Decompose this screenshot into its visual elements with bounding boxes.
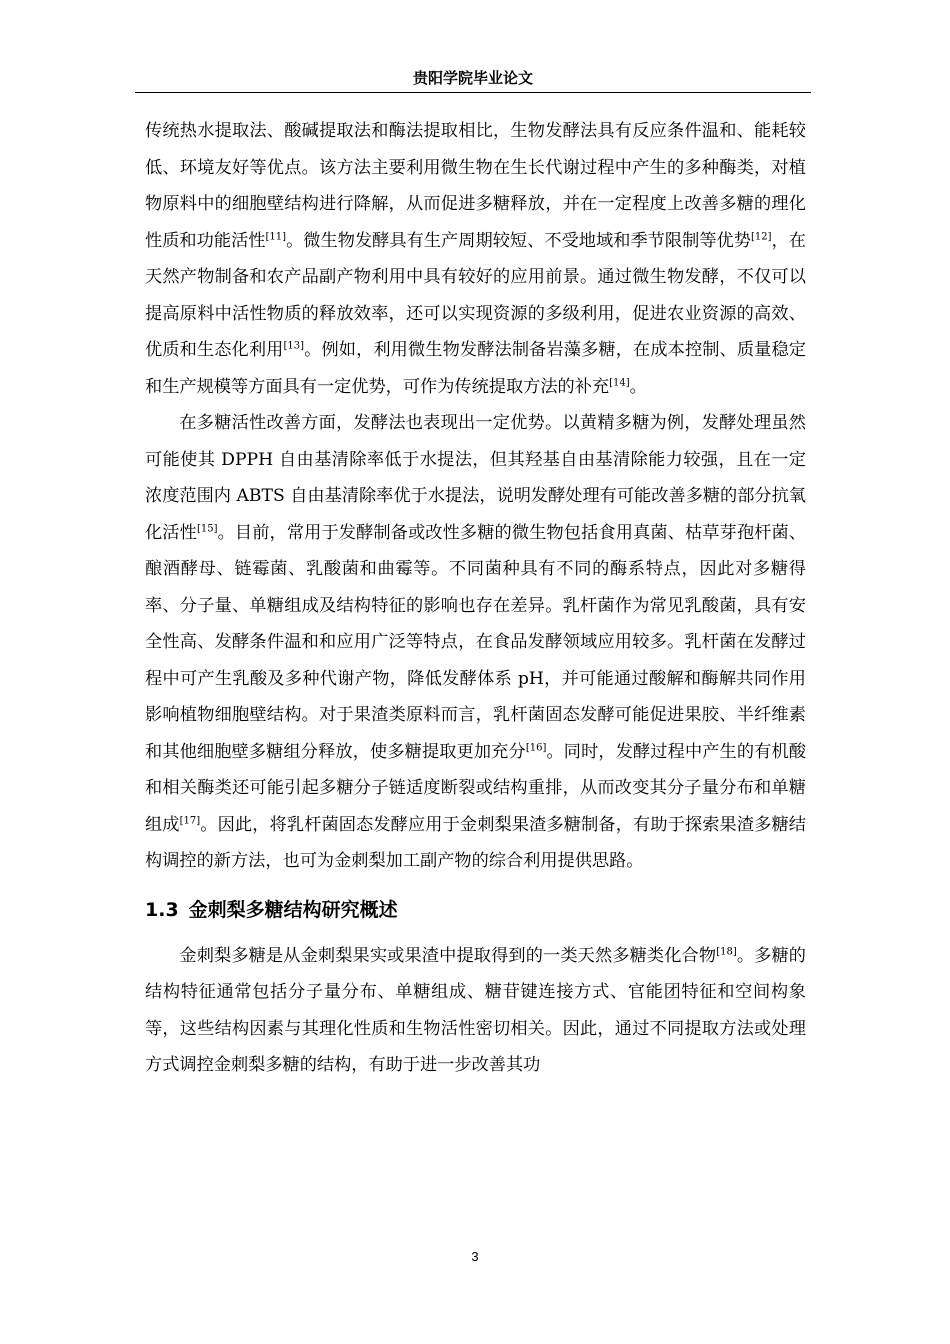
text-run: 。微生物发酵具有生产周期较短、不受地域和季节限制等优势 [286, 230, 751, 251]
paragraph-3 [145, 938, 806, 1084]
citation: [16] [525, 741, 547, 753]
text-run: 。 [629, 376, 647, 397]
citation: [17] [179, 814, 201, 826]
text-run: 。多糖的结构特征通常包括分子量分布、单糖组成、糖苷键连接方式、官能团特征和空间构象等，这些结构因素与其理化性质和生物活性密切相关。因此，通过不同提取方法或处理方式调控金刺梨多糖的结构，有助于进一步改善其功 [145, 945, 806, 1075]
text-run: 。因此，将乳杆菌固态发酵应用于金刺梨果渣多糖制备，有助于探索果渣多糖结构调控的新方法，也可为金刺梨加工副产物的综合利用提供思路。 [145, 814, 806, 871]
header-title: 贵阳学院毕业论文 [412, 69, 533, 87]
section-number: 1.3 [145, 898, 179, 921]
text-run: ，在天然产物制备和农产品副产物利用中具有较好的应用前景。通过微生物发酵，不仅可以提高原料中活性物质的释放效率，还可以实现资源的多级利用，促进农业资源的高效、优质和生态化利用 [145, 230, 806, 360]
page-number: 3 [471, 1249, 479, 1264]
citation: [18] [716, 945, 737, 957]
citation: [13] [283, 340, 305, 352]
text-run: 。例如，利用微生物发酵法制备岩藻多糖，在成本控制、质量稳定和生产规模等方面具有一定优势，可作为传统提取方法的补充 [145, 340, 806, 397]
citation: [14] [609, 376, 630, 388]
text-run: 。目前，常用于发酵制备或改性多糖的微生物包括食用真菌、枯草芽孢杆菌、酿酒酵母、链霉菌、乳酸菌和曲霉等。不同菌种具有不同的酶系特点，因此对多糖得率、分子量、单糖组成及结构特征的影响也存在差异。乳杆菌作为常见乳酸菌，具有安全性高、发酵条件温和和应用广泛等特点，在食品发酵领域应用较多。乳杆菌在发酵过程中可产生乳酸及多种代谢产物，降低发酵体系 pH，并可能通过酸解和酶解共同作用影响植物细胞壁结构。对于果渣类原料而言，乳杆菌固态发酵可能促进果胶、半纤维素和其他细胞壁多糖组分释放，使多糖提取更加充分 [145, 522, 806, 762]
section-title: 金刺梨多糖结构研究概述 [188, 898, 398, 921]
text-run: 金刺梨多糖是从金刺梨果实或果渣中提取得到的一类天然多糖类化合物 [179, 945, 717, 966]
section-heading [145, 892, 806, 928]
citation: [11] [265, 230, 287, 242]
paragraph-1 [145, 113, 806, 405]
citation: [15] [196, 522, 218, 534]
text-run: 传统热水提取法、酸碱提取法和酶法提取相比，生物发酵法具有反应条件温和、能耗较低、环境友好等优点。该方法主要利用微生物在生长代谢过程中产生的多种酶类，对植物原料中的细胞壁结构进行降解，从而促进多糖释放，并在一定程度上改善多糖的理化性质和功能活性 [145, 121, 806, 251]
body-text [145, 113, 806, 1084]
text-run: 。同时，发酵过程中产生的有机酸和相关酶类还可能引起多糖分子链适度断裂或结构重排，从而改变其分子量分布和单糖组成 [145, 741, 806, 835]
citation: [12] [751, 230, 772, 242]
paragraph-2 [145, 405, 806, 880]
page-header [135, 68, 811, 93]
text-run: 在多糖活性改善方面，发酵法也表现出一定优势。以黄精多糖为例，发酵处理虽然可能使其 DPPH 自由基清除率低于水提法，但其羟基自由基清除能力较强，且在一定浓度范围内 ABTS 自由基清除率优于水提法，说明发酵处理有可能改善多糖的部分抗氧化活性 [145, 413, 806, 543]
